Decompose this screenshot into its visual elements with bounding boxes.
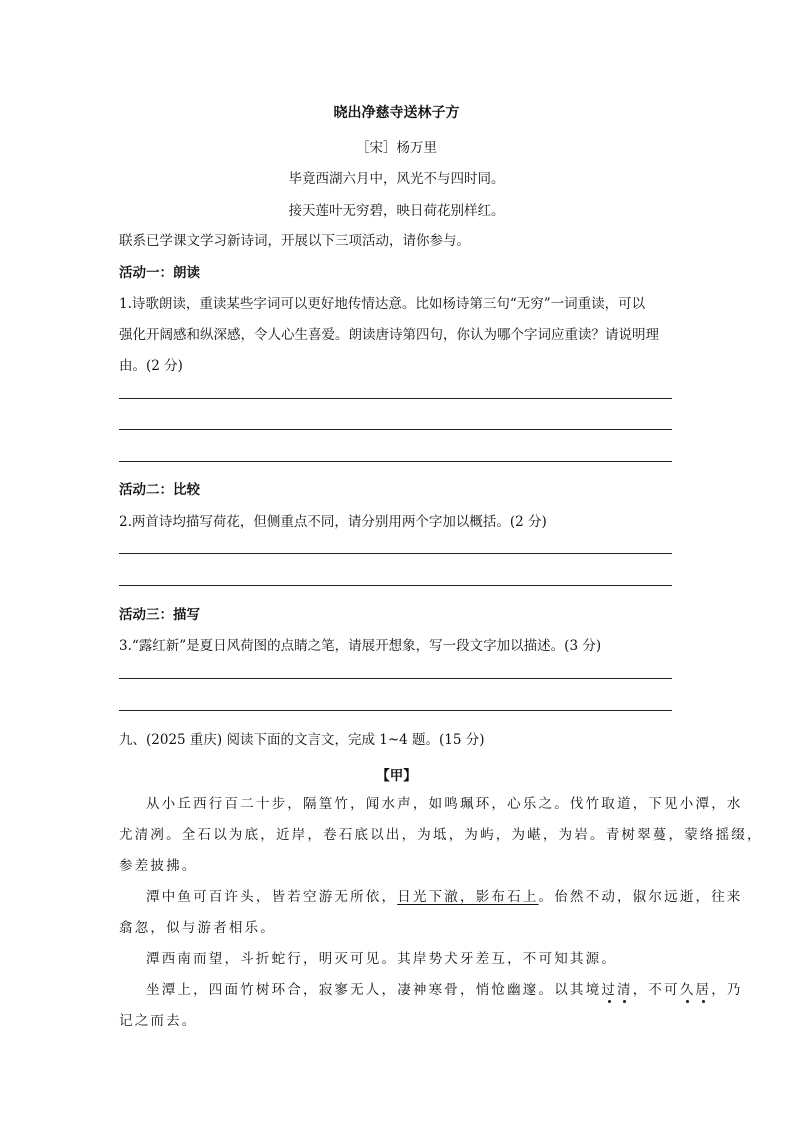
- question-1-line-1: 1.诗歌朗读，重读某些字词可以更好地传情达意。比如杨诗第三句“无穷”一词重读，可以: [119, 296, 646, 312]
- answer-line[interactable]: [119, 585, 672, 586]
- passage-p4-line-1: [146, 978, 743, 998]
- emphasis-dot-char: 久: [679, 982, 696, 998]
- poem-title: 晓出净慈寺送林子方: [333, 105, 460, 121]
- answer-line[interactable]: [119, 553, 672, 554]
- passage-p1-line-2: 尤清冽。全石以为底，近岸，卷石底以出，为坻，为屿，为嵁，为岩。青树翠蔓，蒙络摇缀，: [119, 827, 763, 843]
- passage-text: 潭中鱼可百许头，皆若空游无所依，: [146, 889, 398, 905]
- activity-3-heading: 活动三：描写: [119, 607, 200, 623]
- activity-2-heading: 活动二：比较: [119, 482, 200, 498]
- answer-line[interactable]: [119, 398, 672, 399]
- question-3: 3.“露红新”是夏日风荷图的点睛之笔，请展开想象，写一段文字加以描述。(3 分): [119, 638, 602, 654]
- answer-line[interactable]: [119, 710, 672, 711]
- poem-line-2: 接天莲叶无穷碧，映日荷花别样红。: [288, 203, 505, 219]
- activity-1-heading: 活动一：朗读: [119, 265, 200, 281]
- question-1-line-3: 由。(2 分): [119, 358, 183, 374]
- emphasis-dot-char: 居: [695, 982, 712, 998]
- passage-p1-line-3: 参差披拂。: [119, 858, 198, 874]
- passage-text: 坐潭上，四面竹树环合，寂寥无人，凄神寒骨，悄怆幽邃。以其境: [146, 982, 602, 998]
- answer-line[interactable]: [119, 678, 672, 679]
- answer-line[interactable]: [119, 429, 672, 430]
- passage-p1-line-1: 从小丘西行百二十步，隔篁竹，闻水声，如鸣珮环，心乐之。伐竹取道，下见小潭，水: [146, 796, 743, 812]
- underlined-sentence: 日光下澈，影布石上: [397, 889, 539, 905]
- answer-line[interactable]: [119, 461, 672, 462]
- passage-text: ，乃: [711, 982, 743, 998]
- poem-line-1: 毕竟西湖六月中，风光不与四时同。: [288, 171, 505, 187]
- passage-p3-line-1: 潭西南而望，斗折蛇行，明灭可见。其岸势犬牙差互，不可知其源。: [146, 951, 617, 967]
- passage-p2-line-1: [146, 885, 743, 905]
- emphasis-dot-char: 过: [601, 982, 618, 998]
- intro-text: 联系已学课文学习新诗词，开展以下三项活动，请你参与。: [119, 233, 470, 249]
- question-2: 2.两首诗均描写荷花，但侧重点不同，请分别用两个字加以概括。(2 分): [119, 514, 547, 530]
- passage-p2-line-2: 翕忽，似与游者相乐。: [119, 920, 276, 936]
- passage-p4-line-2: 记之而去。: [119, 1013, 198, 1029]
- passage-text: 。佁然不动，俶尔远逝，往来: [538, 889, 743, 905]
- poem-author: ［宋］杨万里: [356, 140, 437, 156]
- emphasis-dot-char: 清: [617, 982, 633, 998]
- passage-label-jia: 【甲】: [376, 768, 417, 784]
- section-9-intro: 九、(2025 重庆) 阅读下面的文言文，完成 1~4 题。(15 分): [119, 732, 485, 748]
- question-1-line-2: 强化开阔感和纵深感，令人心生喜爱。朗读唐诗第四句，你认为哪个字词应重读？请说明理: [119, 327, 659, 343]
- passage-text: ，不可: [632, 982, 680, 998]
